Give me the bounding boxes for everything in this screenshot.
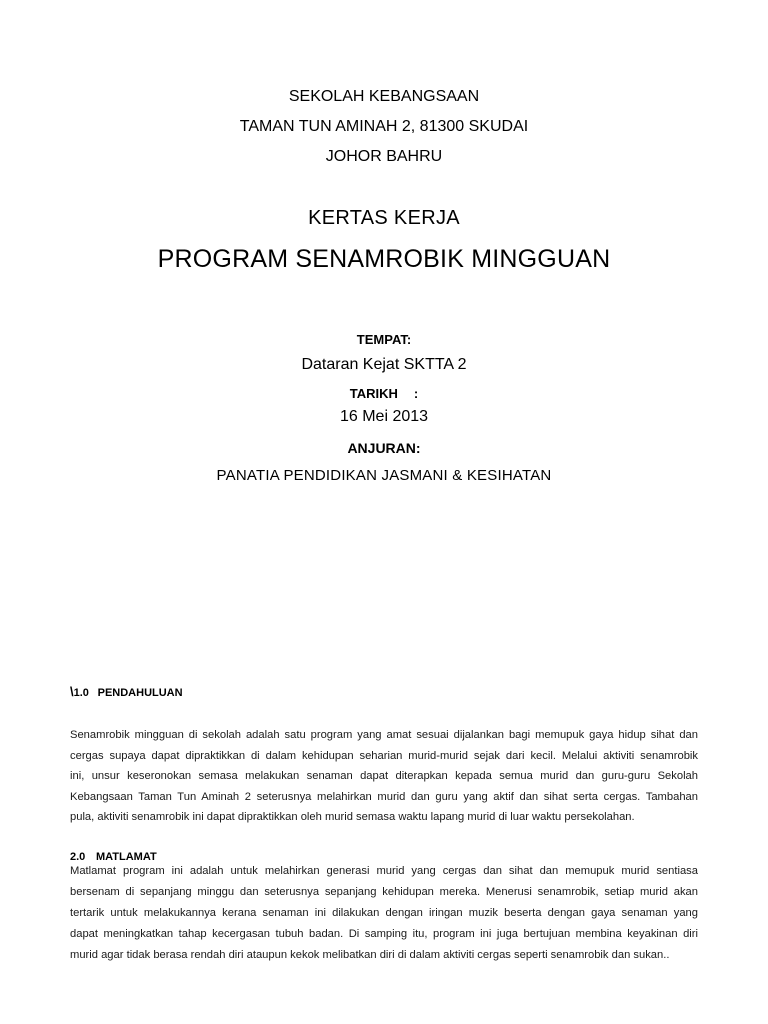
paragraph-line: ini, unsur keseronokan semasa melakukan senaman dapat diterapkan kepada semua murid dan guru-guru Sekolah bbox=[70, 770, 698, 783]
section-number: 2.0 bbox=[70, 851, 86, 863]
program-title: PROGRAM SENAMROBIK MINGGUAN bbox=[157, 245, 611, 273]
tarikh-label: TARIKH bbox=[349, 386, 398, 401]
section-heading-pendahuluan bbox=[70, 684, 183, 699]
paragraph-line: Kebangsaan Taman Tun Aminah 2 seterusnya melahirkan murid dan guru yang aktif dan sihat serta cergas. Tambahan bbox=[70, 790, 698, 803]
section-number: 1.0 bbox=[73, 687, 89, 699]
tempat-value: Dataran Kejat SKTTA 2 bbox=[301, 356, 467, 373]
paragraph-line: Senamrobik mingguan di sekolah adalah satu program yang amat sesuai dijalankan bagi memupuk gaya hidup sihat dan bbox=[70, 729, 698, 741]
paragraph-line: dapat meningkatkan tahap kecergasan tubuh badan. Di samping itu, program ini juga bertujuan membina keyakinan diri bbox=[70, 928, 698, 940]
paragraph-line: Matlamat program ini adalah untuk melahirkan generasi murid yang cergas dan sihat dan memupuk murid sentiasa bbox=[70, 865, 698, 877]
section-stray-mark: \ bbox=[70, 684, 74, 699]
school-address-line: TAMAN TUN AMINAH 2, 81300 SKUDAI bbox=[239, 118, 529, 135]
anjuran-label: ANJURAN: bbox=[347, 440, 421, 456]
section-title: MATLAMAT bbox=[96, 851, 157, 863]
tarikh-colon: : bbox=[413, 386, 419, 401]
tempat-label: TEMPAT: bbox=[356, 332, 412, 347]
paragraph-line: pula, aktiviti senamrobik ini dapat dipraktikkan oleh murid semasa waktu lapang murid di luar waktu persekolahan. bbox=[70, 811, 635, 824]
anjuran-value: PANATIA PENDIDIKAN JASMANI & KESIHATAN bbox=[216, 467, 552, 484]
paragraph-line: bersenam di sepanjang minggu dan seterusnya sepanjang kehidupan mereka. Menerusi senamrobik, setiap murid akan bbox=[70, 886, 698, 898]
paragraph-pendahuluan bbox=[70, 725, 698, 828]
paragraph-line: cergas supaya dapat dipraktikkan di dalam kehidupan seharian murid-murid sejak dari kecil. Melalui aktiviti senamrobik bbox=[70, 749, 698, 762]
paragraph-line: murid agar tidak berasa rendah diri ataupun kekok melibatkan diri di dalam aktiviti cergas seperti senamrobik dan sukan.. bbox=[70, 949, 670, 961]
tarikh-label-row bbox=[0, 386, 768, 401]
document-type-heading: KERTAS KERJA bbox=[308, 207, 460, 229]
paragraph-line: tertarik untuk melakukannya kerana senaman ini dilakukan dengan iringan muzik beserta dengan gaya senaman yang bbox=[70, 907, 698, 919]
school-city-line: JOHOR BAHRU bbox=[325, 148, 443, 165]
tarikh-value: 16 Mei 2013 bbox=[339, 408, 429, 425]
section-title: PENDAHULUAN bbox=[97, 687, 183, 699]
school-name-line-1: SEKOLAH KEBANGSAAN bbox=[288, 88, 480, 105]
paragraph-matlamat bbox=[70, 861, 698, 966]
